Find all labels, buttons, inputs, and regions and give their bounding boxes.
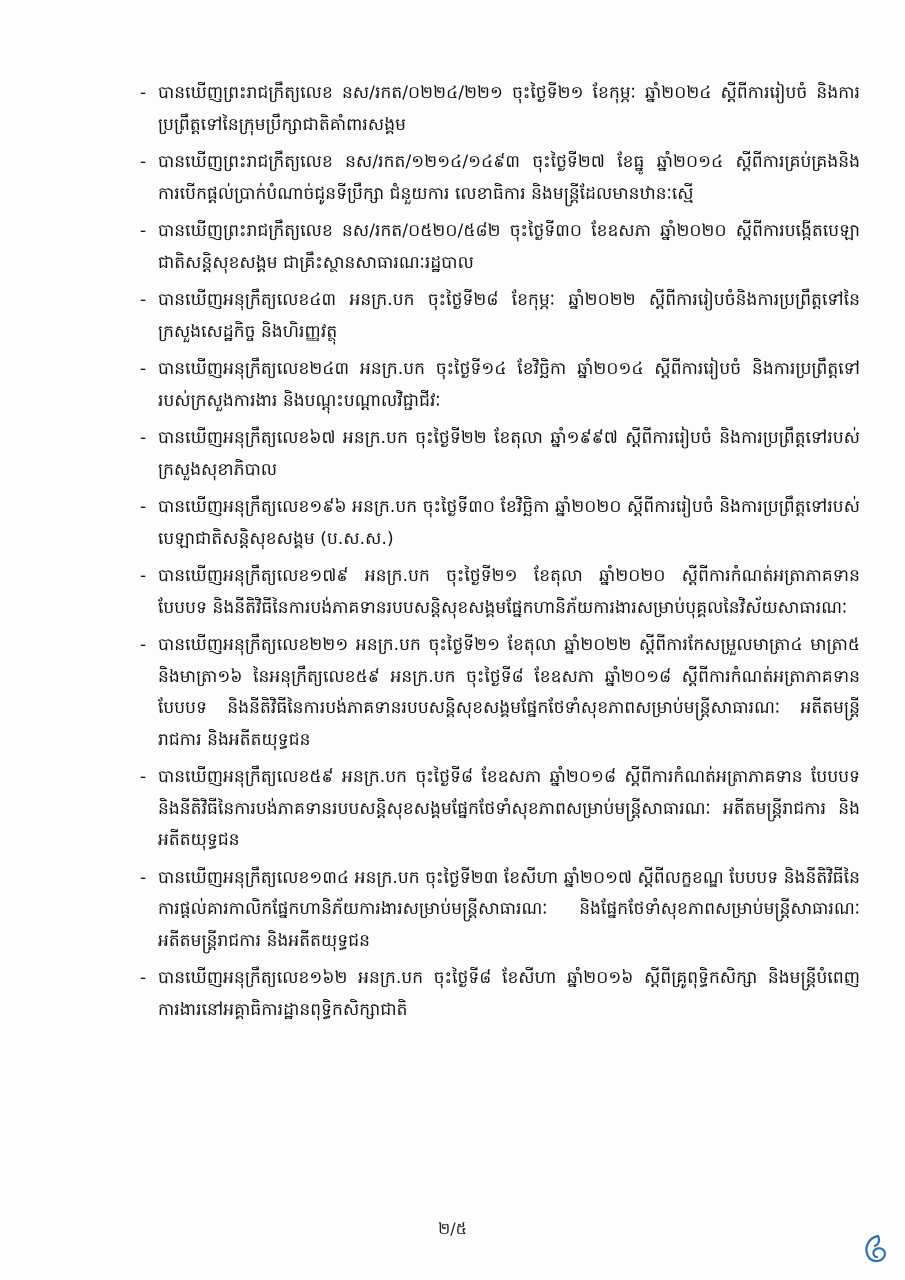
page-number: ២/៥ xyxy=(438,1219,467,1238)
clause-dash: - xyxy=(140,867,147,888)
clause-item xyxy=(140,630,860,756)
clause-list xyxy=(140,78,860,1032)
clause-dash: - xyxy=(140,767,147,787)
clause-dash: - xyxy=(140,221,147,241)
clause-text: បានឃើញព្រះរាជក្រឹត្យលេខ នស/រកត/០៥២០/៥៨២ ចុះថ្ងៃទី៣០ ខែឧសភា ឆ្នាំ២០២០ ស្ដីពីការបង្កើតបេឡាជាតិសន្តិសុខសង្គម ជាគ្រឹះស្ថានសាធារណៈរដ្ឋបាល xyxy=(158,221,860,273)
clause-item xyxy=(140,492,860,555)
clause-dash: - xyxy=(140,635,147,655)
clause-dash: - xyxy=(140,83,147,103)
clause-item xyxy=(140,561,860,624)
clause-dash: - xyxy=(140,566,147,586)
clause-text: បានឃើញអនុក្រឹត្យលេខ២២១ អនក្រ.បក ចុះថ្ងៃទី២១ ខែតុលា ឆ្នាំ២០២២ ស្ដីពីការកែសម្រួលមាត្រា៤ មាត្រា៥ និងមាត្រា១៦ នៃអនុក្រឹត្យលេខ៥៩ អនក្រ.បក ចុះថ្ងៃទី៨ ខែឧសភា ឆ្នាំ២០១៨ ស្ដីពីការកំណត់អត្រាភាគទាន បែបបទ និងនីតិវិធីនៃការបង់ភាគទានរបបសន្តិសុខសង្គមផ្នែកថែទាំសុខភាពសម្រាប់មន្ត្រីសាធារណៈ អតីតមន្ត្រីរាជការ និងអតីតយុទ្ធជន xyxy=(158,635,860,750)
clause-text: បានឃើញអនុក្រឹត្យលេខ៤៣ អនក្រ.បក ចុះថ្ងៃទី២៨ ខែកុម្ភៈ ឆ្នាំ២០២២ ស្ដីពីការរៀបចំនិងការប្រព្រឹត្តទៅនៃក្រសួងសេដ្ឋកិច្ច និងហិរញ្ញវត្ថុ xyxy=(158,290,860,342)
clause-item xyxy=(140,78,860,141)
clause-text: បានឃើញអនុក្រឹត្យលេខ១៩៦ អនក្រ.បក ចុះថ្ងៃទី៣០ ខែវិច្ឆិកា ឆ្នាំ២០២០ ស្ដីពីការរៀបចំ និងការប្រព្រឹត្តទៅរបស់បេឡាជាតិសន្តិសុខសង្គម (ប.ស.ស.) xyxy=(158,497,860,549)
clause-dash: - xyxy=(140,428,147,448)
clause-text: បានឃើញព្រះរាជក្រឹត្យលេខ នស/រកត/១២១៤/១៤៩៣ ចុះថ្ងៃទី២៧ ខែធ្នូ ឆ្នាំ២០១៤ ស្ដីពីការគ្រប់គ្រងនិងការបើកផ្តល់ប្រាក់បំណាច់ជូនទីប្រឹក្សា ជំនួយការ លេខាធិការ និងមន្ត្រីដែលមានឋានៈស្មើ xyxy=(158,152,860,204)
clause-item xyxy=(140,863,860,958)
clause-dash: - xyxy=(140,359,147,379)
clause-text: បានឃើញអនុក្រឹត្យលេខ១៣៤ អនក្រ.បក ចុះថ្ងៃទី២៣ ខែសីហា ឆ្នាំ២០១៧ ស្ដីពីលក្ខខណ្ឌ បែបបទ និងនីតិវិធីនៃការផ្តល់គារកាលិកផ្នែកហានិភ័យការងារសម្រាប់មន្ត្រីសាធារណៈ និងផ្នែកថែទាំសុខភាពសម្រាប់មន្ត្រីសាធារណៈ អតីតមន្ត្រីរាជការ និងអតីតយុទ្ធជន xyxy=(158,867,860,951)
clause-dash: - xyxy=(140,497,147,517)
clause-dash: - xyxy=(140,152,147,172)
clause-text: បានឃើញអនុក្រឹត្យលេខ៦៧ អនក្រ.បក ចុះថ្ងៃទី២២ ខែតុលា ឆ្នាំ១៩៩៧ ស្ដីពីការរៀបចំ និងការប្រព្រឹត្តទៅរបស់ក្រសួងសុខាភិបាល xyxy=(158,428,860,480)
clause-item xyxy=(140,147,860,210)
clause-item xyxy=(140,285,860,348)
clause-item xyxy=(140,423,860,486)
clause-text: បានឃើញអនុក្រឹត្យលេខ១៦២ អនក្រ.បក ចុះថ្ងៃទី៨ ខែសីហា ឆ្នាំ២០១៦ ស្ដីពីគ្រូពុទ្ធិកសិក្សា និងមន្ត្រីបំពេញការងារនៅអគ្គាធិការដ្ឋានពុទ្ធិកសិក្សាជាតិ xyxy=(158,968,860,1020)
initial-signature-mark xyxy=(858,1232,890,1266)
clause-dash: - xyxy=(140,968,147,988)
clause-text: បានឃើញព្រះរាជក្រឹត្យលេខ នស/រកត/០២២៤/២២១ ចុះថ្ងៃទី២១ ខែកុម្ភៈ ឆ្នាំ២០២៤ ស្ដីពីការរៀបចំ និងការប្រព្រឹត្តទៅនៃក្រុមប្រឹក្សាជាតិគាំពារសង្គម xyxy=(158,83,860,135)
clause-text: បានឃើញអនុក្រឹត្យលេខ២៤៣ អនក្រ.បក ចុះថ្ងៃទី១៤ ខែវិច្ឆិកា ឆ្នាំ២០១៤ ស្ដីពីការរៀបចំ និងការប្រព្រឹត្តទៅរបស់ក្រសួងការងារ និងបណ្តុះបណ្តាលវិជ្ជាជីវៈ xyxy=(158,359,860,411)
clause-item xyxy=(140,963,860,1026)
clause-text: បានឃើញអនុក្រឹត្យលេខ៥៩ អនក្រ.បក ចុះថ្ងៃទី៨ ខែឧសភា ឆ្នាំ២០១៨ ស្ដីពីការកំណត់អត្រាភាគទាន បែបបទ និងនីតិវិធីនៃការបង់ភាគទានរបបសន្តិសុខសង្គមផ្នែកថែទាំសុខភាពសម្រាប់មន្ត្រីសាធារណៈ អតីតមន្ត្រីរាជការ និងអតីតយុទ្ធជន xyxy=(158,767,860,850)
clause-item xyxy=(140,216,860,279)
clause-text: បានឃើញអនុក្រឹត្យលេខ១៧៩ អនក្រ.បក ចុះថ្ងៃទី២១ ខែតុលា ឆ្នាំ២០២០ ស្ដីពីការកំណត់អត្រាភាគទាន បែបបទ និងនីតិវិធីនៃការបង់ភាគទានរបបសន្តិសុខសង្គមផ្នែកហានិភ័យការងារសម្រាប់បុគ្គលនៃវិស័យសាធារណៈ xyxy=(158,566,860,618)
clause-item xyxy=(140,354,860,417)
clause-item xyxy=(140,762,860,857)
clause-dash: - xyxy=(140,290,147,310)
